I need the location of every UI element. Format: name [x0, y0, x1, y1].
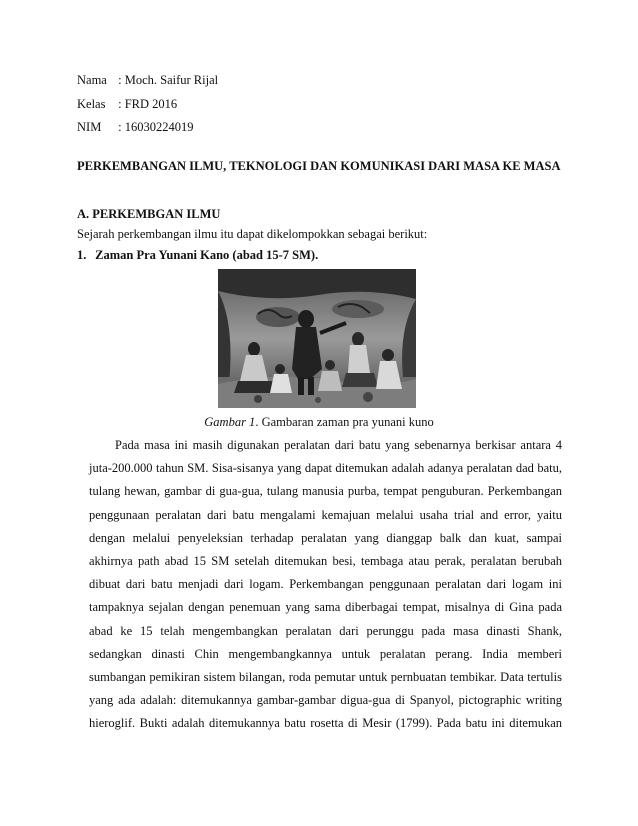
class-label: Kelas: [77, 97, 106, 111]
figure-caption: [0, 415, 638, 430]
nim-row: [77, 119, 193, 135]
body-line: dengan melalui penyeleksian terhadap peralatan yang dianggap balk dan kuat, sampai: [89, 530, 562, 545]
section-heading: A. PERKEMBGAN ILMU: [77, 207, 221, 221]
name-label: Nama: [77, 73, 107, 87]
body-line: tulang hewan, gambar di gua-gua, tulang manusia purba, tempat penguburan. Perkembangan: [89, 484, 562, 499]
body-line: akhirnya path abad 15 SM setelah ditemukan besi, tembaga atau perak, peralatan berubah: [89, 553, 562, 568]
figure-caption-label: Gambar 1: [204, 415, 256, 429]
body-line: dibuat dari batu menjadi dari logam. Perkembangan penggunaan peralatan dari logam ini: [89, 577, 562, 592]
body-line: sumbangan pemikiran sistem bilangan, roda pemutar untuk pernbuatan tembikar. Data tertulis: [89, 669, 562, 684]
body-line: hieroglif. Bukti adalah ditemukannya batu rosetta di Mesir (1799). Pada batu ini ditemukan: [89, 716, 562, 731]
document-title: PERKEMBANGAN ILMU, TEKNOLOGI DAN KOMUNIKASI DARI MASA KE MASA: [77, 159, 561, 173]
prehistoric-cave-illustration: [218, 269, 416, 408]
class-row: [77, 96, 177, 112]
name-value: : Moch. Saifur Rijal: [118, 73, 219, 87]
name-row: [77, 72, 218, 88]
subsection-title: Zaman Pra Yunani Kano (abad 15-7 SM).: [95, 248, 319, 262]
body-line: tampaknya sejalan dengan penemuan yang sama diberbagai tempat, misalnya di Gina pada: [89, 600, 562, 615]
subsection-number: 1.: [77, 248, 87, 262]
intro-sentence: Sejarah perkembangan ilmu itu dapat dikelompokkan sebagai berikut:: [77, 227, 428, 241]
nim-value: : 16030224019: [118, 120, 194, 134]
body-line: penggunaan peralatan dari batu mengalami kemajuan melalui usaha trial and error, yaitu: [89, 507, 562, 522]
figure-caption-text: . Gambaran zaman pra yunani kuno: [255, 415, 434, 429]
body-line: abad ke 15 telah mengembangkan peralatan dari perunggu pada masa dinasti Shank,: [89, 623, 562, 638]
body-line: Pada masa ini masih digunakan peralatan dari batu yang sebenarnya berkisar antara 4: [115, 438, 562, 452]
subsection-heading: [77, 248, 318, 263]
body-line: yang ada adalah: ditemukannya gambar-gambar digua-gua di Spanyol, pictographic writing: [89, 693, 562, 708]
body-line: sedangkan dinasti Chin mengembangkannya untuk peralatan perang. India memberi: [89, 646, 562, 661]
body-line: juta-200.000 tahun SM. Sisa-sisanya yang dapat ditemukan adalah adanya peralatan dad batu,: [89, 461, 562, 476]
body-paragraph: [89, 434, 562, 735]
nim-label: NIM: [77, 120, 102, 134]
class-value: : FRD 2016: [118, 97, 178, 111]
